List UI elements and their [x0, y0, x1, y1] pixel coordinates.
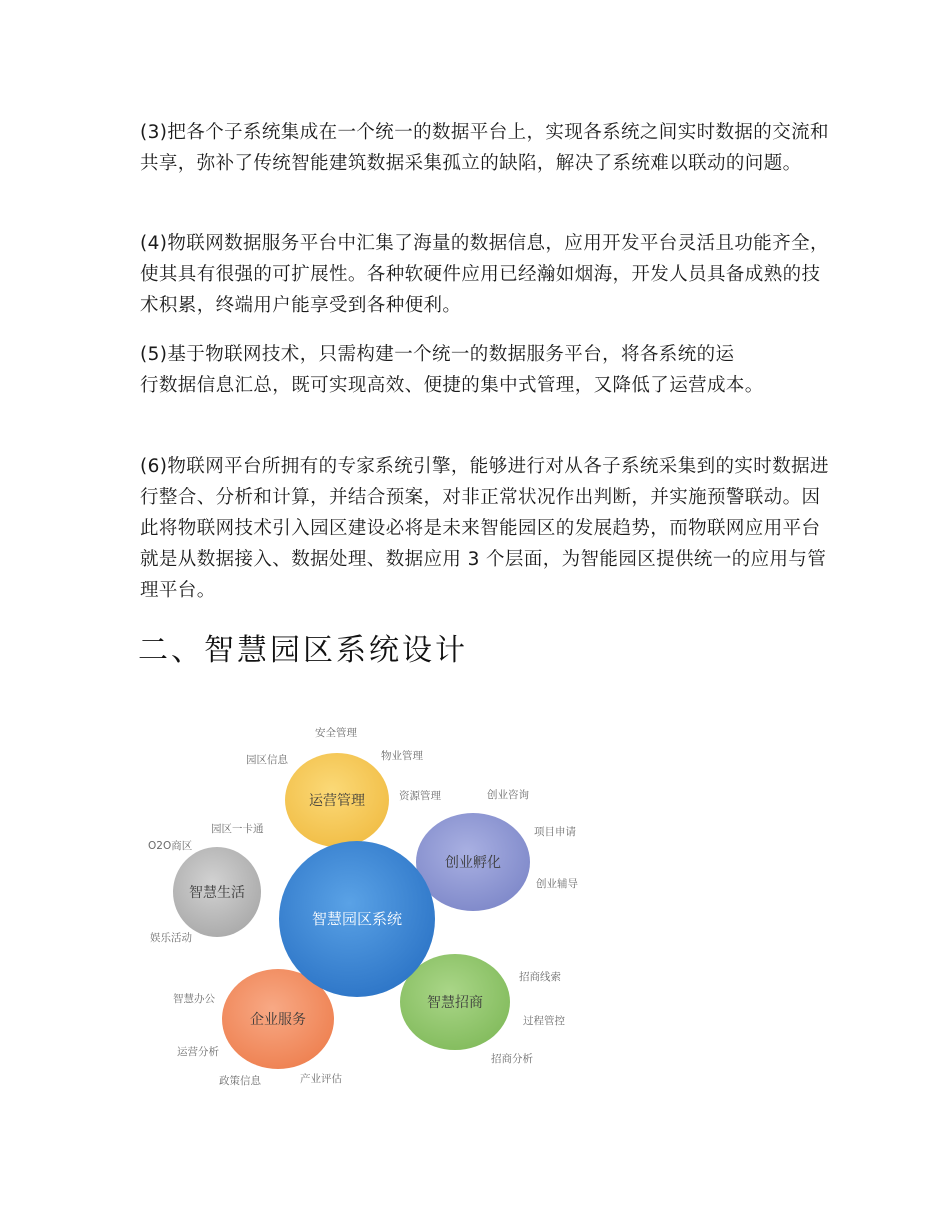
qiye-item: 智慧办公 — [173, 993, 215, 1005]
yunying-item: 安全管理 — [315, 727, 357, 739]
shenghuo-title: 智慧生活 — [189, 885, 245, 901]
zhaoshang-item: 招商分析 — [491, 1053, 533, 1065]
shenghuo-item: O2O商区 — [148, 840, 193, 852]
qiye-item: 运营分析 — [177, 1046, 219, 1058]
yunying-item: 园区信息 — [246, 754, 288, 766]
chuangye-item: 创业辅导 — [536, 878, 578, 890]
yunying-item: 物业管理 — [381, 750, 423, 762]
zhaoshang-title: 智慧招商 — [427, 995, 483, 1011]
shenghuo-item: 娱乐活动 — [150, 932, 192, 944]
paragraph-6: (6)物联网平台所拥有的专家系统引擎，能够进行对从各子系统采集到的实时数据进行整合、分析和计算，并结合预案，对非正常状况作出判断，并实施预警联动。因此将物联网技术引入园区建设必将是未来智能园区的发展趋势，而物联网应用平台就是从数据接入、数据处理、数据应用 3 个层面，为智能园区提供统一的应用与管理平台。 — [140, 456, 829, 601]
chuangye-title: 创业孵化 — [445, 855, 501, 871]
zhaoshang-item: 招商线索 — [519, 971, 561, 983]
paragraph-3: (3)把各个子系统集成在一个统一的数据平台上，实现各系统之间实时数据的交流和共享，弥补了传统智能建筑数据采集孤立的缺陷，解决了系统难以联动的问题。 — [140, 122, 829, 174]
paragraph-4: (4)物联网数据服务平台中汇集了海量的数据信息，应用开发平台灵活且功能齐全，使其具有很强的可扩展性。各种软硬件应用已经瀚如烟海，开发人员具备成熟的技术积累，终端用户能享受到各种便利。 — [140, 233, 829, 316]
chuangye-item: 项目申请 — [534, 826, 576, 838]
paragraph-5-line-2: 行数据信息汇总，既可实现高效、便捷的集中式管理，又降低了运营成本。 — [140, 375, 764, 396]
center-label: 智慧园区系统 — [311, 910, 403, 928]
qiye-item: 产业评估 — [300, 1073, 342, 1085]
qiye-item: 政策信息 — [219, 1075, 261, 1087]
chuangye-item: 创业咨询 — [487, 789, 529, 801]
section-heading: 二、智慧园区系统设计 — [138, 633, 468, 668]
smart-park-diagram — [135, 715, 605, 1100]
qiye-title: 企业服务 — [250, 1012, 306, 1028]
paragraph-5 — [140, 339, 830, 401]
yunying-title: 运营管理 — [309, 793, 365, 809]
paragraph-5-line-1: (5)基于物联网技术，只需构建一个统一的数据服务平台，将各系统的运 — [140, 344, 735, 365]
yunying-item: 资源管理 — [399, 790, 441, 802]
shenghuo-item: 园区一卡通 — [211, 823, 264, 835]
zhaoshang-item: 过程管控 — [523, 1015, 565, 1027]
